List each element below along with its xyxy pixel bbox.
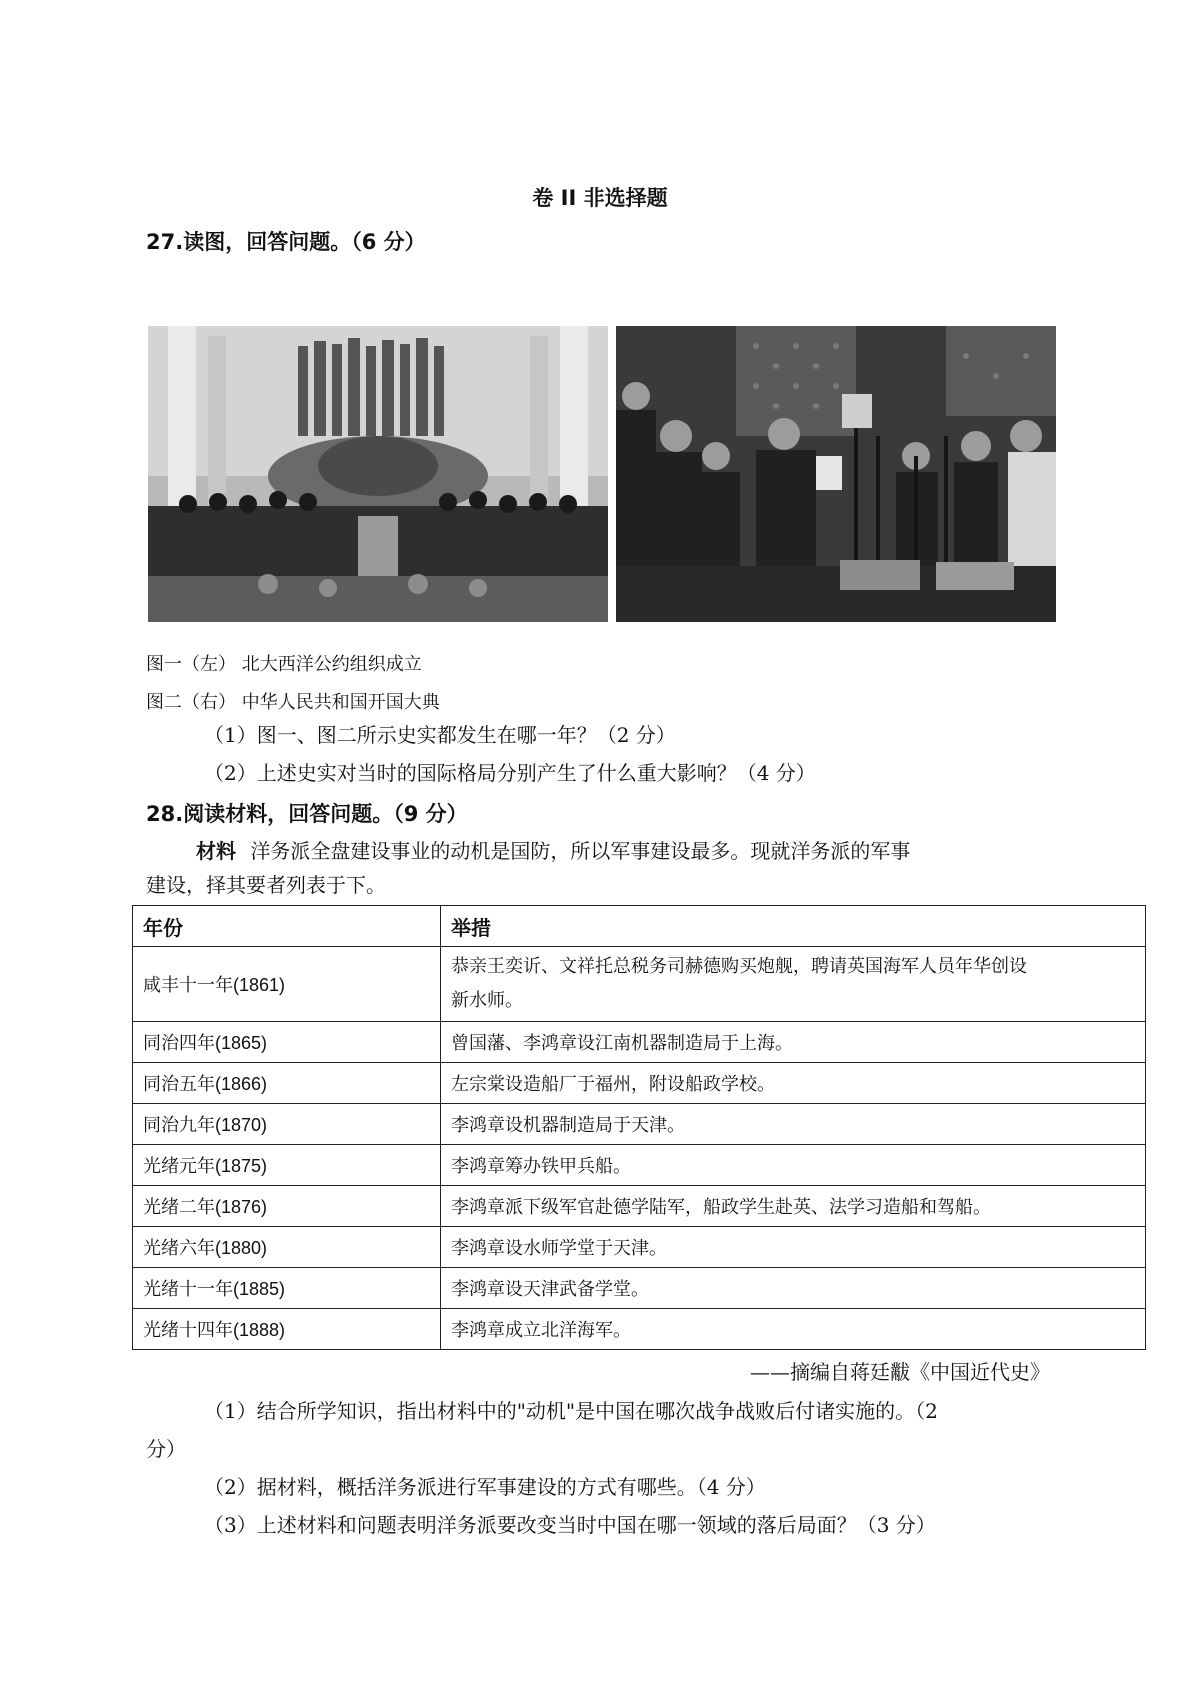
row-measure: 李鸿章设天津武备学堂。 <box>441 1268 1146 1309</box>
q28-sub3: （3）上述材料和问题表明洋务派要改变当时中国在哪一领域的落后局面？（3 分） <box>204 1513 936 1537</box>
row-year: 咸丰十一年(1861) <box>133 947 441 1022</box>
table-row <box>133 1063 1146 1104</box>
q27-sub1: （1）图一、图二所示史实都发生在哪一年？（2 分） <box>204 723 676 747</box>
nato-founding-photo <box>148 326 608 622</box>
q28-material-line1 <box>196 836 910 866</box>
table-row <box>133 1186 1146 1227</box>
section-title: 卷 II 非选择题 <box>532 186 668 210</box>
table-row <box>133 1309 1146 1350</box>
row-measure: 曾国藩、李鸿章设江南机器制造局于上海。 <box>441 1022 1146 1063</box>
figure1-caption: 图一（左） 北大西洋公约组织成立 <box>146 654 422 675</box>
row-year: 同治九年(1870) <box>133 1104 441 1145</box>
row-year: 光绪十四年(1888) <box>133 1309 441 1350</box>
q28-material-line2: 建设，择其要者列表于下。 <box>146 873 386 897</box>
row-measure: 李鸿章设机器制造局于天津。 <box>441 1104 1146 1145</box>
table-row <box>133 1022 1146 1063</box>
row-measure: 李鸿章设水师学堂于天津。 <box>441 1227 1146 1268</box>
row-year: 同治五年(1866) <box>133 1063 441 1104</box>
q27-sub2: （2）上述史实对当时的国际格局分别产生了什么重大影响？（4 分） <box>204 761 816 785</box>
row-year: 同治四年(1865) <box>133 1022 441 1063</box>
table-row <box>133 1227 1146 1268</box>
source-citation: ——摘编自蒋廷黻《中国近代史》 <box>750 1360 1050 1384</box>
material-text-1: 洋务派全盘建设事业的动机是国防，所以军事建设最多。现就洋务派的军事 <box>250 839 911 863</box>
table-row <box>133 947 1146 1022</box>
military-construction-table <box>132 905 1146 1350</box>
row-measure: 李鸿章派下级军官赴德学陆军，船政学生赴英、法学习造船和驾船。 <box>441 1186 1146 1227</box>
row-measure-line: 恭亲王奕䜣、文祥托总税务司赫德购买炮舰，聘请英国海军人员年华创设 <box>451 956 1027 977</box>
q28-heading: 28.阅读材料，回答问题。（9 分） <box>146 802 468 826</box>
row-measure <box>441 947 1146 1022</box>
prc-founding-ceremony-photo <box>616 326 1056 622</box>
row-measure: 李鸿章成立北洋海军。 <box>441 1309 1146 1350</box>
table-row <box>133 1104 1146 1145</box>
row-measure: 李鸿章筹办铁甲兵船。 <box>441 1145 1146 1186</box>
table-row <box>133 1268 1146 1309</box>
q28-sub1-line2: 分） <box>146 1437 186 1461</box>
q28-sub2: （2）据材料，概括洋务派进行军事建设的方式有哪些。（4 分） <box>204 1475 766 1499</box>
row-measure-line: 新水师。 <box>451 990 523 1011</box>
row-year: 光绪二年(1876) <box>133 1186 441 1227</box>
header-measure: 举措 <box>441 906 1146 947</box>
figure2-caption: 图二（右） 中华人民共和国开国大典 <box>146 692 440 713</box>
q28-sub1-line1: （1）结合所学知识，指出材料中的"动机"是中国在哪次战争战败后付诸实施的。（2 <box>204 1399 938 1423</box>
table-row <box>133 1145 1146 1186</box>
row-year: 光绪十一年(1885) <box>133 1268 441 1309</box>
q27-heading: 27.读图，回答问题。（6 分） <box>146 230 426 254</box>
row-year: 光绪六年(1880) <box>133 1227 441 1268</box>
material-label: 材料 <box>196 839 236 863</box>
row-year: 光绪元年(1875) <box>133 1145 441 1186</box>
header-year: 年份 <box>133 906 441 947</box>
row-measure: 左宗棠设造船厂于福州，附设船政学校。 <box>441 1063 1146 1104</box>
